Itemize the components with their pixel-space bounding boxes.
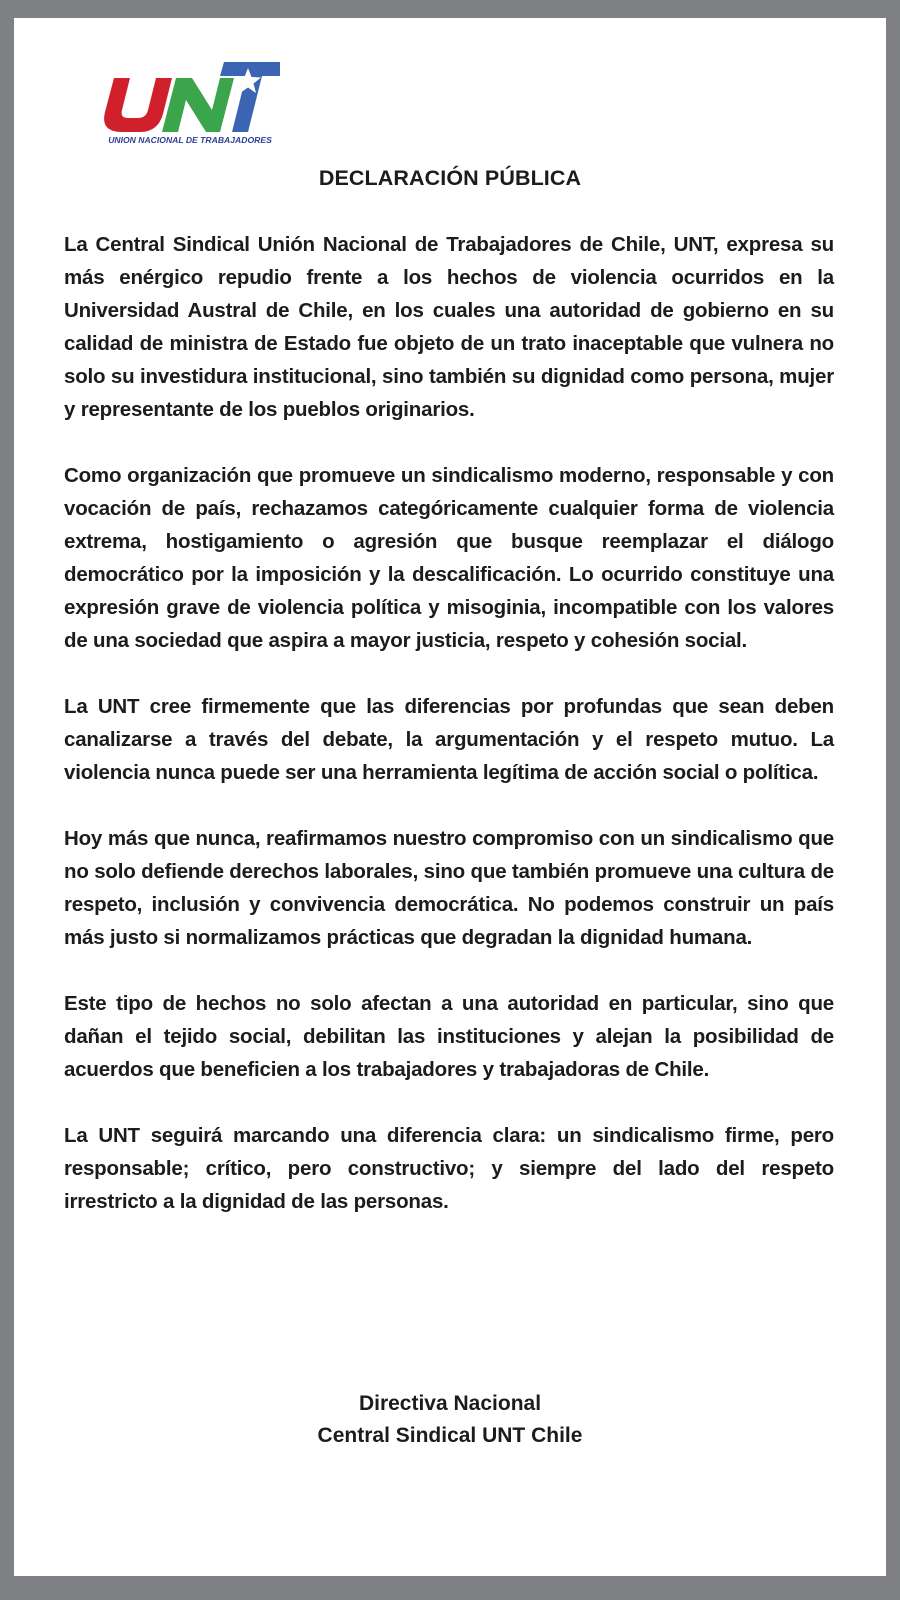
unt-logo	[100, 44, 280, 144]
signature-line-directiva: Directiva Nacional	[358, 1392, 542, 1415]
page-title: DECLARACIÓN PÚBLICA	[318, 166, 582, 190]
declaration-body	[64, 228, 834, 1251]
paragraph: La UNT seguirá marcando una diferencia clara: un sindicalismo firme, pero responsable; crítico, pero constructivo; y siempre del lado del respeto irrestricto a la dignidad de las personas.	[64, 1124, 834, 1213]
logo-tagline: UNION NACIONAL DE TRABAJADORES	[108, 135, 272, 144]
paragraph: La Central Sindical Unión Nacional de Trabajadores de Chile, UNT, expresa su más enérgico repudio frente a los hechos de violencia ocurridos en la Universidad Austral de Chile, en los cuales una autoridad de gobierno en su calidad de ministra de Estado fue objeto de un trato inaceptable que vulnera no solo su investidura institucional, sino también su dignidad como persona, mujer y representante de los pueblos originarios.	[64, 233, 834, 421]
signature-block	[14, 1388, 886, 1452]
paragraph: La UNT cree firmemente que las diferencias por profundas que sean deben canalizarse a través del debate, la argumentación y el respeto mutuo. La violencia nunca puede ser una herramienta legítima de acción social o política.	[64, 695, 834, 784]
paragraph: Hoy más que nunca, reafirmamos nuestro compromiso con un sindicalismo que no solo defiende derechos laborales, sino que también promueve una cultura de respeto, inclusión y convivencia democrática. No podemos construir un país más justo si normalizamos prácticas que degradan la dignidad humana.	[64, 827, 834, 949]
document-page	[14, 18, 886, 1576]
paragraph: Como organización que promueve un sindicalismo moderno, responsable y con vocación de país, rechazamos categóricamente cualquier forma de violencia extrema, hostigamiento o agresión que busque reemplazar el diálogo democrático por la imposición y la descalificación. Lo ocurrido constituye una expresión grave de violencia política y misoginia, incompatible con los valores de una sociedad que aspira a mayor justicia, respeto y cohesión social.	[64, 464, 834, 652]
signature-line-organization: Central Sindical UNT Chile	[317, 1424, 583, 1447]
paragraph: Este tipo de hechos no solo afectan a una autoridad en particular, sino que dañan el tejido social, debilitan las instituciones y alejan la posibilidad de acuerdos que beneficien a los trabajadores y trabajadoras de Chile.	[64, 992, 834, 1081]
unt-logo-graphic	[100, 44, 280, 144]
